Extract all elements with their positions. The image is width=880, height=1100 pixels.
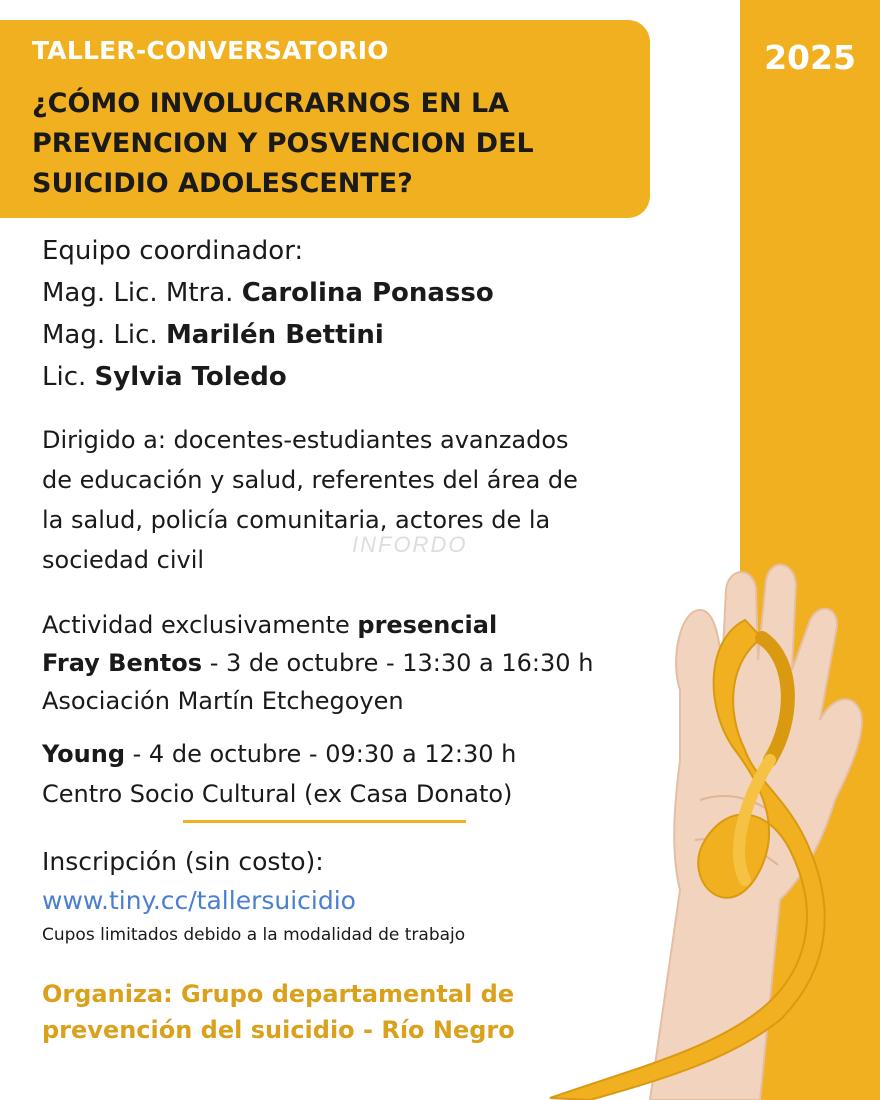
coordination-team [42, 230, 494, 398]
session-date [42, 644, 593, 682]
session-venue: Centro Socio Cultural (ex Casa Donato) [42, 780, 513, 808]
session-young [42, 734, 516, 814]
team-label: Equipo coordinador: [42, 236, 304, 266]
mode-bold: presencial [357, 611, 498, 639]
divider [183, 820, 466, 823]
event-title [32, 84, 632, 204]
member-name: Marilén Bettini [165, 320, 384, 350]
organizer [42, 976, 515, 1048]
team-member [42, 272, 494, 314]
audience-line: Dirigido a: docentes-estudiantes avanzados [42, 426, 569, 454]
member-title: Lic. [42, 362, 95, 392]
title-line: ¿CÓMO INVOLUCRARNOS EN LA [32, 88, 510, 119]
organizer-line: Organiza: Grupo departamental de [42, 980, 515, 1008]
member-title: Mag. Lic. Mtra. [42, 278, 242, 308]
registration-label: Inscripción (sin costo): [42, 847, 324, 876]
activity-mode [42, 606, 593, 644]
member-title: Mag. Lic. [42, 320, 166, 350]
watermark-logo: INFORDO [352, 532, 468, 557]
audience-line: sociedad civil [42, 546, 205, 574]
registration-link[interactable]: www.tiny.cc/tallersuicidio [42, 886, 356, 915]
member-name: Sylvia Toledo [94, 362, 287, 392]
session-venue: Asociación Martín Etchegoyen [42, 687, 404, 715]
title-line: SUICIDIO ADOLESCENTE? [32, 168, 413, 199]
audience-line: la salud, policía comunitaria, actores de la [42, 506, 551, 534]
session-city: Fray Bentos [42, 649, 203, 677]
mode-text: Actividad exclusivamente [42, 611, 358, 639]
hand-with-ribbon-icon [530, 550, 880, 1100]
organizer-line: prevención del suicidio - Río Negro [42, 1016, 515, 1044]
audience-line: de educación y salud, referentes del área de [42, 466, 578, 494]
registration-section [42, 842, 465, 950]
registration-note: Cupos limitados debido a la modalidad de trabajo [42, 925, 466, 945]
team-member [42, 314, 494, 356]
activity-info [42, 606, 593, 720]
session-date [42, 734, 516, 774]
session-details: - 3 de octubre - 13:30 a 16:30 h [202, 649, 594, 677]
session-city: Young [42, 740, 126, 768]
title-line: PREVENCION Y POSVENCION DEL [32, 128, 534, 159]
session-details: - 4 de octubre - 09:30 a 12:30 h [125, 740, 517, 768]
member-name: Carolina Ponasso [241, 278, 494, 308]
event-kicker: TALLER-CONVERSATORIO [32, 36, 389, 65]
year-label: 2025 [764, 38, 856, 77]
team-member [42, 356, 494, 398]
